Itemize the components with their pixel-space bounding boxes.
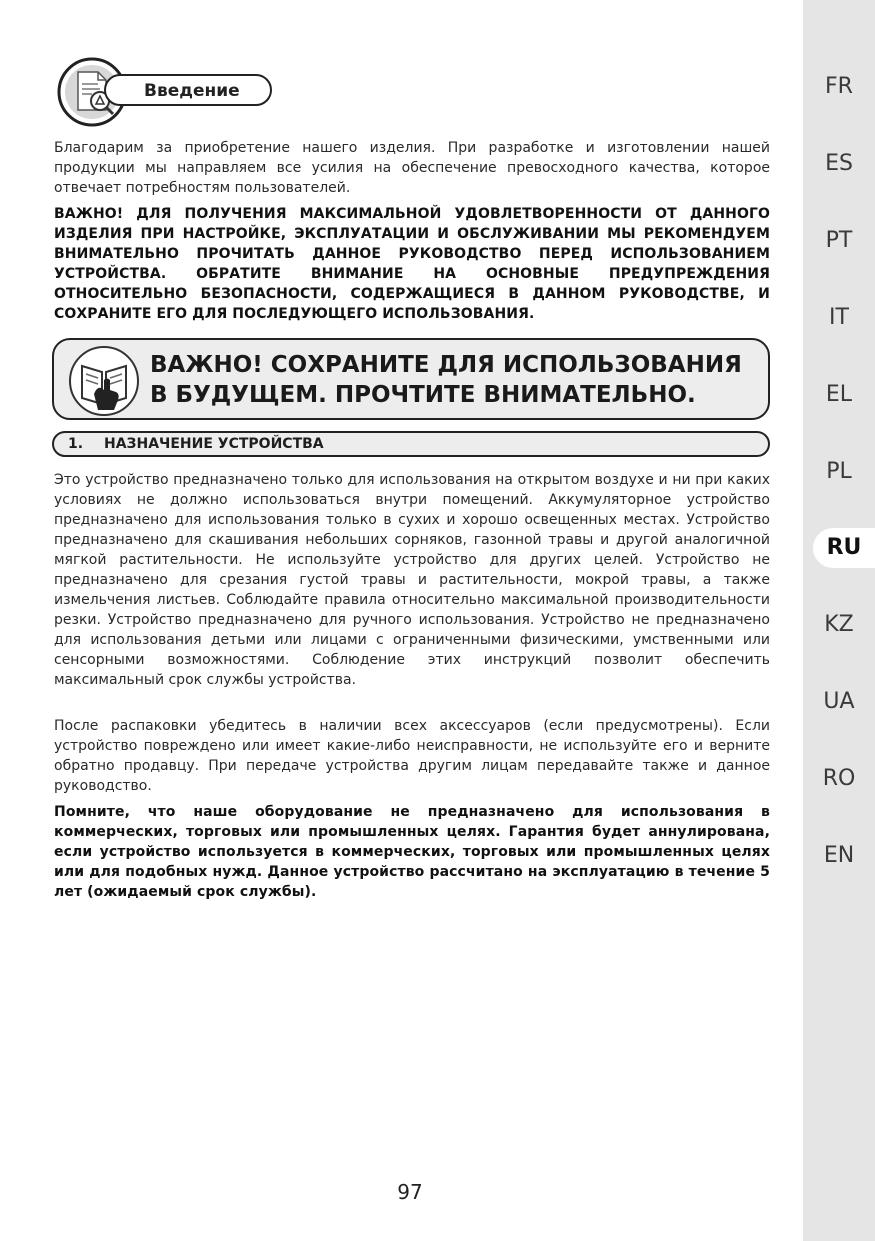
intro-paragraph: Благодарим за приобретение нашего изделия. При разработке и изготовлении нашей продукции мы направляем все усилия на обеспечение превосходного качества, которое отвечает потребностям пользователей. [54,140,770,196]
unpacking-paragraph: После распаковки убедитесь в наличии всех аксессуаров (если предусмотрены). Если устройство повреждено или имеет какие-либо неисправности, не используйте его и верните обратно продавцу. При передаче устройства другим лицам передавайте также и данное руководство. [54,718,770,794]
important-notice-paragraph: ВАЖНО! ДЛЯ ПОЛУЧЕНИЯ МАКСИМАЛЬНОЙ УДОВЛЕТВОРЕННОСТИ ОТ ДАННОГО ИЗДЕЛИЯ ПРИ НАСТРОЙКЕ, ЭКСПЛУАТАЦИИ И ОБСЛУЖИВАНИИ МЫ РЕКОМЕНДУЕМ ВНИМАТЕЛЬНО ПРОЧИТАТЬ ДАННОЕ РУКОВОДСТВО ПЕРЕД ИСПОЛЬЗОВАНИЕМ УСТРОЙСТВА. ОБРАТИТЕ ВНИМАНИЕ НА ОСНОВНЫЕ ПРЕДУПРЕЖДЕНИЯ ОТНОСИТЕЛЬНО БЕЗОПАСНОСТИ, СОДЕРЖАЩИЕСЯ В ДАННОМ РУКОВОДСТВЕ, И СОХРАНИТЕ ЕГО ДЛЯ ПОСЛЕДУЮЩЕГО ИСПОЛЬЗОВАНИЯ. [54,206,770,322]
lang-tab-pt[interactable]: PT [825,228,853,253]
section-1-header [52,431,770,457]
section-header-pill [104,74,272,106]
lang-tab-el[interactable]: EL [825,382,853,407]
read-manual-icon [68,344,140,418]
lang-tab-ro[interactable]: RO [822,766,856,791]
warranty-paragraph: Помните, что наше оборудование не предназначено для использования в коммерческих, торговых или промышленных целях. Гарантия будет аннулирована, если устройство используется в коммерческих, торговых или промышленных целях или для подобных нужд. Данное устройство рассчитано на эксплуатацию в течение 5 лет (ожидаемый срок службы). [54,804,770,900]
lang-tab-es[interactable]: ES [825,151,853,176]
lang-tab-kz[interactable]: KZ [824,612,854,637]
important-callout-title: ВАЖНО! СОХРАНИТЕ ДЛЯ ИСПОЛЬЗОВАНИЯ В БУДУЩЕМ. ПРОЧТИТЕ ВНИМАТЕЛЬНО. [150,352,742,408]
language-sidebar [803,0,875,1241]
purpose-paragraph: Это устройство предназначено только для использования на открытом воздухе и ни при каких условиях не должно использоваться внутри помещений. Аккумуляторное устройство предназначено для использования только в сухих и хорошо освещенных местах. Устройство предназначено для скашивания небольших сорняков, газонной травы и другой аналогичной мягкой растительности. Не используйте устройство для других целей. Устройство не предназначено для срезания густой травы и растительности, мокрой травы, а также измельчения листьев. Соблюдайте правила относительно максимальной производительности резки. Устройство предназначено для ручного использования. Устройство не предназначено для использования детьми или лицами с ограниченными физическими, умственными или сенсорными возможностями. Соблюдение этих инструкций позволит обеспечить максимальный срок службы устройства. [54,472,770,688]
lang-tab-pl[interactable]: PL [826,459,852,484]
section-title: НАЗНАЧЕНИЕ УСТРОЙСТВА [104,436,324,452]
lang-tab-ua[interactable]: UA [823,689,855,714]
lang-tab-ru[interactable]: RU [813,528,875,568]
lang-tab-it[interactable]: IT [829,305,849,330]
lang-tab-en[interactable]: EN [823,843,855,868]
page-number: 97 [397,1180,423,1204]
lang-tab-fr[interactable]: FR [825,74,853,99]
section-number: 1. [68,436,84,452]
important-callout [52,338,770,420]
section-header-label: Введение [144,81,240,101]
